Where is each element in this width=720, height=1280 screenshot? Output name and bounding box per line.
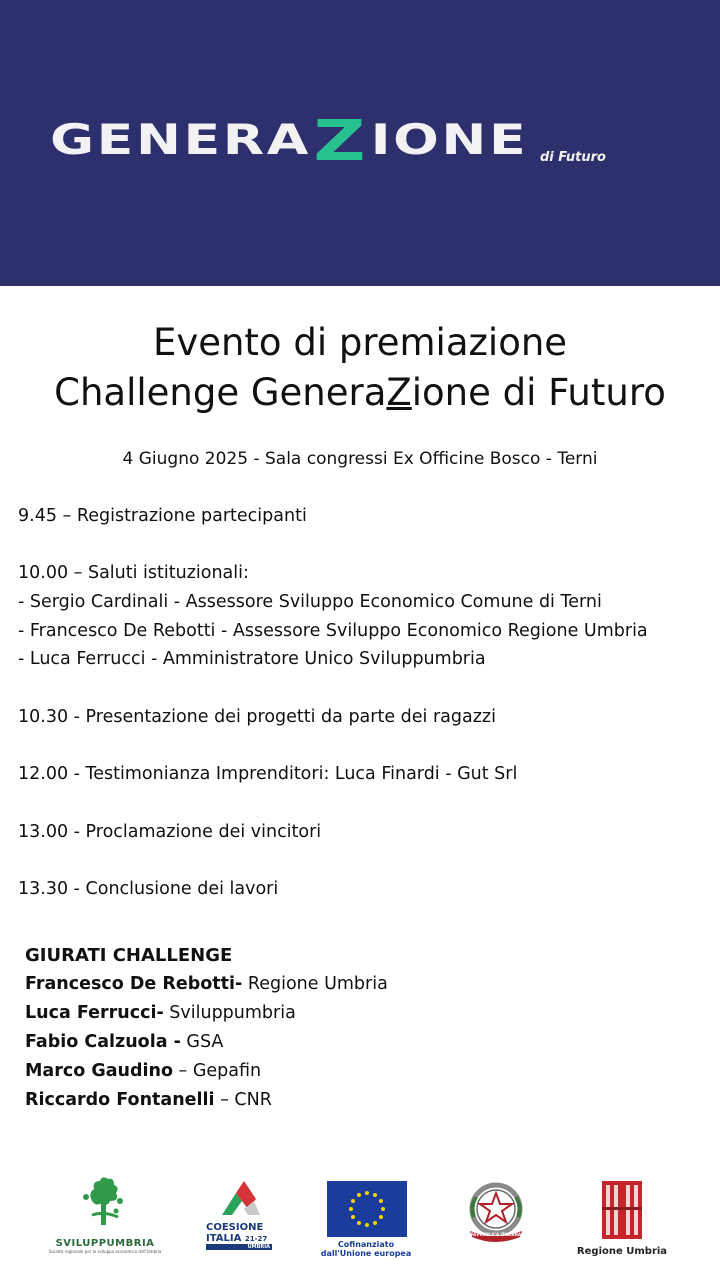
jury-member: Marco Gaudino – Gepafin <box>25 1061 262 1081</box>
event-date-location: 4 Giugno 2025 - Sala congressi Ex Officine Bosco - Terni <box>122 449 598 469</box>
jury-section <box>25 941 525 1115</box>
sviluppumbria-logo <box>48 1171 162 1265</box>
eu-line-1: Cofinanziato <box>337 1240 395 1249</box>
logo-z-letter: Z <box>313 109 369 174</box>
jury-member: Luca Ferrucci- Sviluppumbria <box>25 1003 296 1023</box>
regione-umbria-icon <box>572 1179 672 1241</box>
agenda-subitem: - Luca Ferrucci - Amministratore Unico Sviluppumbria <box>18 649 486 670</box>
coesione-line-1: COESIONE <box>206 1222 264 1233</box>
agenda-subitem: - Francesco De Rebotti - Assessore Sviluppo Economico Regione Umbria <box>18 620 648 641</box>
header-banner <box>0 0 720 286</box>
agenda-subitem: - Sergio Cardinali - Assessore Sviluppo Economico Comune di Terni <box>18 592 602 613</box>
regione-umbria-logo <box>572 1179 672 1259</box>
eu-line-2: dall'Unione europea <box>320 1249 412 1258</box>
emblem-ribbon-text: REPUBBLICA ITALIANA <box>470 1232 522 1237</box>
jury-member: Francesco De Rebotti- Regione Umbria <box>25 974 388 994</box>
agenda-item: 10.30 - Presentazione dei progetti da parte dei ragazzi <box>18 706 496 727</box>
jury-heading: GIURATI CHALLENGE <box>25 945 233 966</box>
agenda-item: 10.00 – Saluti istituzionali: <box>18 563 249 584</box>
event-title <box>0 318 720 418</box>
coesione-italia-logo <box>204 1179 274 1259</box>
coesione-mark-icon <box>204 1179 274 1217</box>
agenda-item: 12.00 - Testimonianza Imprenditori: Luca Finardi - Gut Srl <box>18 764 518 785</box>
eu-logo <box>318 1181 414 1267</box>
coesione-line-2: ITALIA 21-27 <box>206 1233 268 1244</box>
coesione-region: UMBRIA <box>206 1244 272 1250</box>
logo-wordmark: GENERAZIONE <box>50 109 529 174</box>
sviluppumbria-tagline: Società regionale per lo sviluppo economico dell'Umbria <box>48 1249 162 1254</box>
generazione-logo <box>50 109 670 182</box>
italian-republic-emblem <box>460 1177 532 1257</box>
title-line-1: Evento di premiazione <box>152 321 568 364</box>
agenda-item: 13.00 - Proclamazione dei vincitori <box>18 821 322 842</box>
agenda <box>18 502 718 904</box>
jury-member: Fabio Calzuola - GSA <box>25 1032 224 1052</box>
regione-umbria-name: Regione Umbria <box>576 1246 668 1257</box>
agenda-item: 9.45 – Registrazione partecipanti <box>18 506 307 526</box>
partner-logos <box>0 1165 720 1275</box>
tree-icon <box>48 1171 162 1233</box>
logo-subtitle: di Futuro <box>540 150 606 165</box>
agenda-item: 13.30 - Conclusione dei lavori <box>18 878 279 899</box>
title-line-2: Challenge GeneraZione di Futuro <box>54 371 666 414</box>
eu-flag-icon <box>327 1181 407 1237</box>
sviluppumbria-name: SVILUPPUMBRIA <box>55 1238 155 1249</box>
jury-member: Riccardo Fontanelli – CNR <box>25 1090 272 1110</box>
